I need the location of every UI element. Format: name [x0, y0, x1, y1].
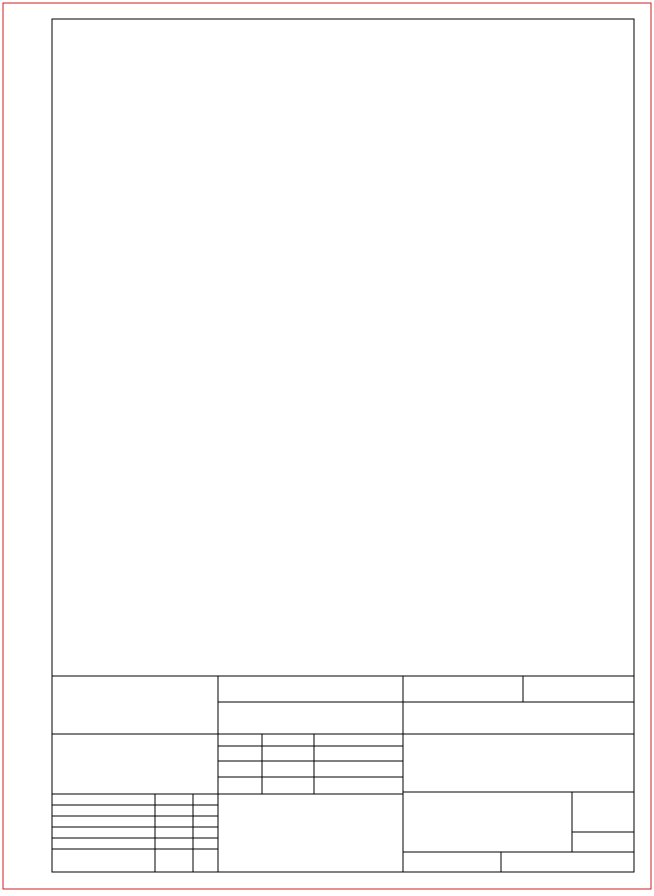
outer-frame — [3, 3, 651, 889]
inner-frame — [52, 19, 634, 872]
title-block — [52, 676, 634, 872]
